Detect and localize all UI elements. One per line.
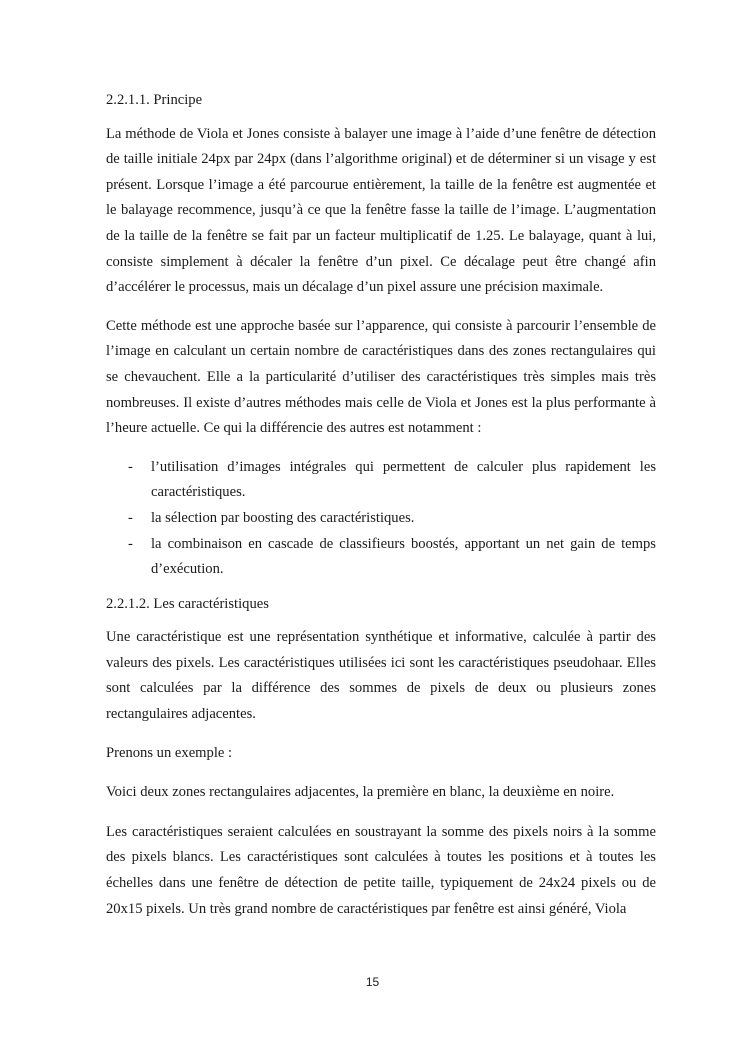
paragraph-caracteristiques-1: Une caractéristique est une représentation synthétique et informative, calculée à partir des valeurs des pixels. Les caractéristiques utilisées ici sont les caractéristiques pseudohaar. Elles sont calculées par la différence des sommes de pixels de deux ou plusieurs zones rectangulaires adjacentes.: [106, 629, 656, 723]
list-item: [106, 532, 656, 583]
bullet-dash: -: [128, 458, 133, 475]
list-item: [106, 506, 656, 532]
paragraph-caracteristiques-2: Prenons un exemple :: [106, 744, 233, 761]
paragraph-caracteristiques-4: Les caractéristiques seraient calculées en soustrayant la somme des pixels noirs à la somme des pixels blancs. Les caractéristiques sont calculées à toutes les positions et à toutes les échelles dans une fenêtre de détection de petite taille, typiquement de 24x24 pixels ou de 20x15 pixels. Un très grand nombre de caractéristiques par fenêtre est ainsi généré, Viola: [106, 823, 656, 917]
list-item: [106, 455, 656, 506]
list-item-text: la sélection par boosting des caractéristiques.: [151, 509, 415, 526]
bullet-dash: -: [128, 535, 133, 552]
list-item-text: l’utilisation d’images intégrales qui permettent de calculer plus rapidement les caractéristiques.: [151, 458, 656, 501]
section-heading-principe: 2.2.1.1. Principe: [106, 92, 203, 108]
bullet-dash: -: [128, 509, 133, 526]
paragraph-caracteristiques-3: Voici deux zones rectangulaires adjacentes, la première en blanc, la deuxième en noire.: [106, 784, 615, 801]
section-heading-caracteristiques: 2.2.1.2. Les caractéristiques: [106, 595, 269, 612]
page-content: [106, 88, 656, 935]
paragraph-principe-2: Cette méthode est une approche basée sur l’apparence, qui consiste à parcourir l’ensemble de l’image en calculant un certain nombre de caractéristiques dans des zones rectangulaires qui se chevauchent. Elle a la particularité d’utiliser des caractéristiques très simples mais très nombreuses. Il existe d’autres méthodes mais celle de Viola et Jones est la plus performante à l’heure actuelle. Ce qui la différencie des autres est notamment :: [106, 317, 656, 437]
paragraph-principe-1: La méthode de Viola et Jones consiste à balayer une image à l’aide d’une fenêtre de détection de taille initiale 24px par 24px (dans l’algorithme original) et de déterminer si un visage y est présent. Lorsque l’image a été parcourue entièrement, la taille de la fenêtre est augmentée et le balayage recommence, jusqu’à ce que la fenêtre fasse la taille de l’image. L’augmentation de la taille de la fenêtre se fait par un facteur multiplicatif de 1.25. Le balayage, quant à lui, consiste simplement à décaler la fenêtre d’un pixel. Ce décalage peut être changé afin d’accélérer le processus, mais un décalage d’un pixel assure une précision maximale.: [106, 125, 656, 296]
page-number: 15: [365, 975, 380, 989]
list-item-text: la combinaison en cascade de classifieurs boostés, apportant un net gain de temps d’exécution.: [151, 535, 656, 578]
feature-list: [106, 455, 656, 583]
